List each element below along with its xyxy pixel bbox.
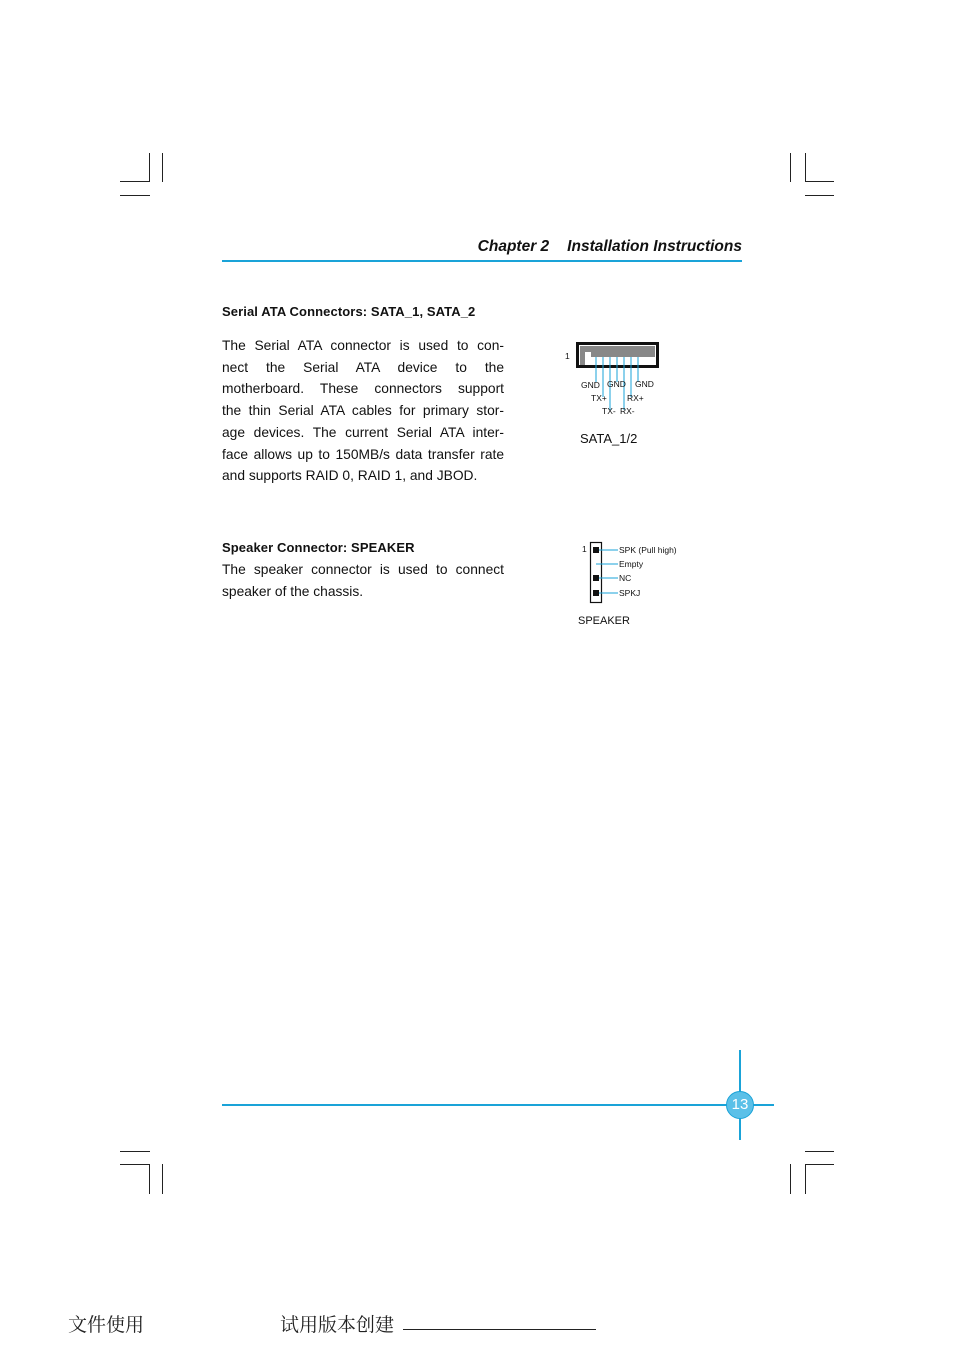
crop-mark — [790, 153, 791, 182]
crop-mark — [120, 181, 150, 182]
pin-label-spk: SPK (Pull high) — [619, 545, 677, 555]
crop-mark — [120, 1164, 150, 1165]
speaker-caption: SPEAKER — [578, 615, 630, 627]
text-line: age devices. The current Serial ATA inter- — [222, 424, 504, 440]
pin1-label: 1 — [565, 351, 570, 361]
footer-left-text: 文件使用 — [68, 1314, 145, 1336]
text-line: face allows up to 150MB/s data transfer rate — [222, 446, 504, 462]
pin-label-nc: NC — [619, 573, 632, 583]
footer-rule — [222, 1104, 774, 1106]
crop-mark — [149, 1164, 150, 1194]
crop-mark — [162, 153, 163, 182]
sata-caption: SATA_1/2 — [580, 431, 638, 446]
text-line: The speaker connector is used to connect — [222, 562, 504, 577]
crop-mark — [162, 1164, 163, 1194]
pin1-label: 1 — [582, 544, 587, 554]
text-line: and supports RAID 0, RAID 1, and JBOD. — [222, 468, 478, 484]
pin-label-empty: Empty — [619, 559, 644, 569]
speaker-connector-diagram — [578, 540, 718, 610]
crop-mark — [120, 195, 150, 196]
speaker-heading: Speaker Connector: SPEAKER — [222, 540, 415, 555]
crop-mark — [805, 1164, 806, 1194]
chapter-label: Chapter 2 — [477, 238, 550, 255]
crop-mark — [805, 1151, 834, 1152]
pin-label-gnd: GND — [607, 379, 626, 389]
crop-mark — [120, 1151, 150, 1152]
crop-mark — [790, 1164, 791, 1194]
header-rule — [222, 260, 742, 262]
footer-underline — [403, 1329, 596, 1330]
pin-label-rx-minus: RX- — [620, 406, 635, 416]
pin-label-spkj: SPKJ — [619, 588, 641, 598]
pin-label-gnd: GND — [635, 379, 654, 389]
section-title: Installation Instructions — [567, 238, 742, 255]
text-line: motherboard. These connectors support — [222, 381, 504, 397]
page-number-badge — [726, 1091, 754, 1119]
footer-right-text: 试用版本创建 — [280, 1314, 395, 1336]
crop-mark — [805, 1164, 834, 1165]
pin-label-tx-minus: TX- — [602, 406, 616, 416]
pin-label-gnd: GND — [581, 380, 600, 390]
pin-label-rx-plus: RX+ — [627, 393, 644, 403]
crop-mark — [805, 195, 834, 196]
text-line: the thin Serial ATA cables for primary stor- — [222, 403, 504, 419]
speaker-description — [222, 559, 504, 602]
running-header — [222, 238, 742, 256]
crop-mark — [805, 181, 834, 182]
crop-mark — [805, 153, 806, 182]
sata-connector-diagram — [560, 338, 680, 428]
text-line: nect the Serial ATA device to the — [222, 359, 504, 375]
page-number: 13 — [731, 1096, 749, 1113]
crop-mark — [149, 153, 150, 182]
text-line: The Serial ATA connector is used to con- — [222, 338, 504, 353]
text-line: speaker of the chassis. — [222, 583, 364, 599]
sata-heading: Serial ATA Connectors: SATA_1, SATA_2 — [222, 304, 476, 319]
sata-description — [222, 335, 504, 487]
pin-label-tx-plus: TX+ — [591, 393, 607, 403]
